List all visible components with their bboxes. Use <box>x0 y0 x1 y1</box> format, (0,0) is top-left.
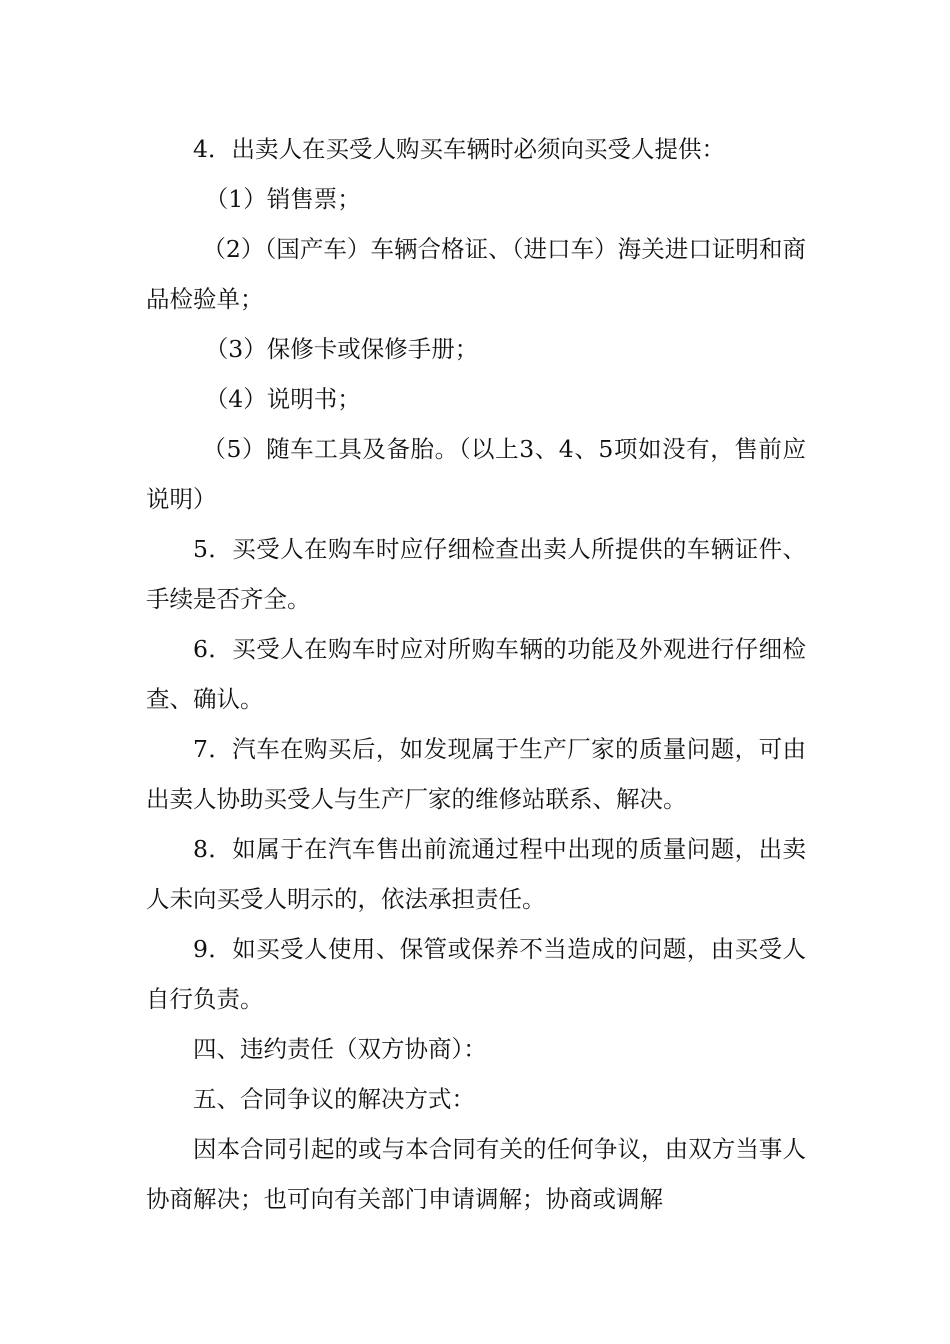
clause-4-item-4: （4）说明书； <box>204 385 361 413</box>
clause-8: 8．如属于在汽车售出前流通过程中出现的质量问题，出卖人未向买受人明示的，依法承担责任。 <box>146 835 806 913</box>
clause-4-item-3: （3）保修卡或保修手册； <box>204 335 479 363</box>
clause-4-intro: 4．出卖人在买受人购买车辆时必须向买受人提供： <box>193 135 725 163</box>
clause-4-item-5: （5）随车工具及备胎。（以上3、4、5项如没有，售前应说明） <box>146 435 806 513</box>
document-body <box>146 124 806 1224</box>
section-4-heading: 四、违约责任（双方协商）： <box>193 1035 487 1063</box>
clause-4-item-2: （2）（国产车）车辆合格证、（进口车）海关进口证明和商品检验单； <box>146 235 806 313</box>
clause-4-item-1: （1）销售票； <box>204 185 361 213</box>
section-5-body: 因本合同引起的或与本合同有关的任何争议，由双方当事人协商解决；也可向有关部门申请调解；协商或调解 <box>146 1135 806 1213</box>
clause-6: 6．买受人在购车时应对所购车辆的功能及外观进行仔细检查、确认。 <box>146 635 806 713</box>
clause-7: 7．汽车在购买后，如发现属于生产厂家的质量问题，可由出卖人协助买受人与生产厂家的维修站联系、解决。 <box>146 735 806 813</box>
clause-9: 9．如买受人使用、保管或保养不当造成的问题，由买受人自行负责。 <box>146 935 806 1013</box>
clause-5: 5．买受人在购车时应仔细检查出卖人所提供的车辆证件、手续是否齐全。 <box>146 535 806 613</box>
section-5-heading: 五、合同争议的解决方式： <box>193 1085 475 1113</box>
